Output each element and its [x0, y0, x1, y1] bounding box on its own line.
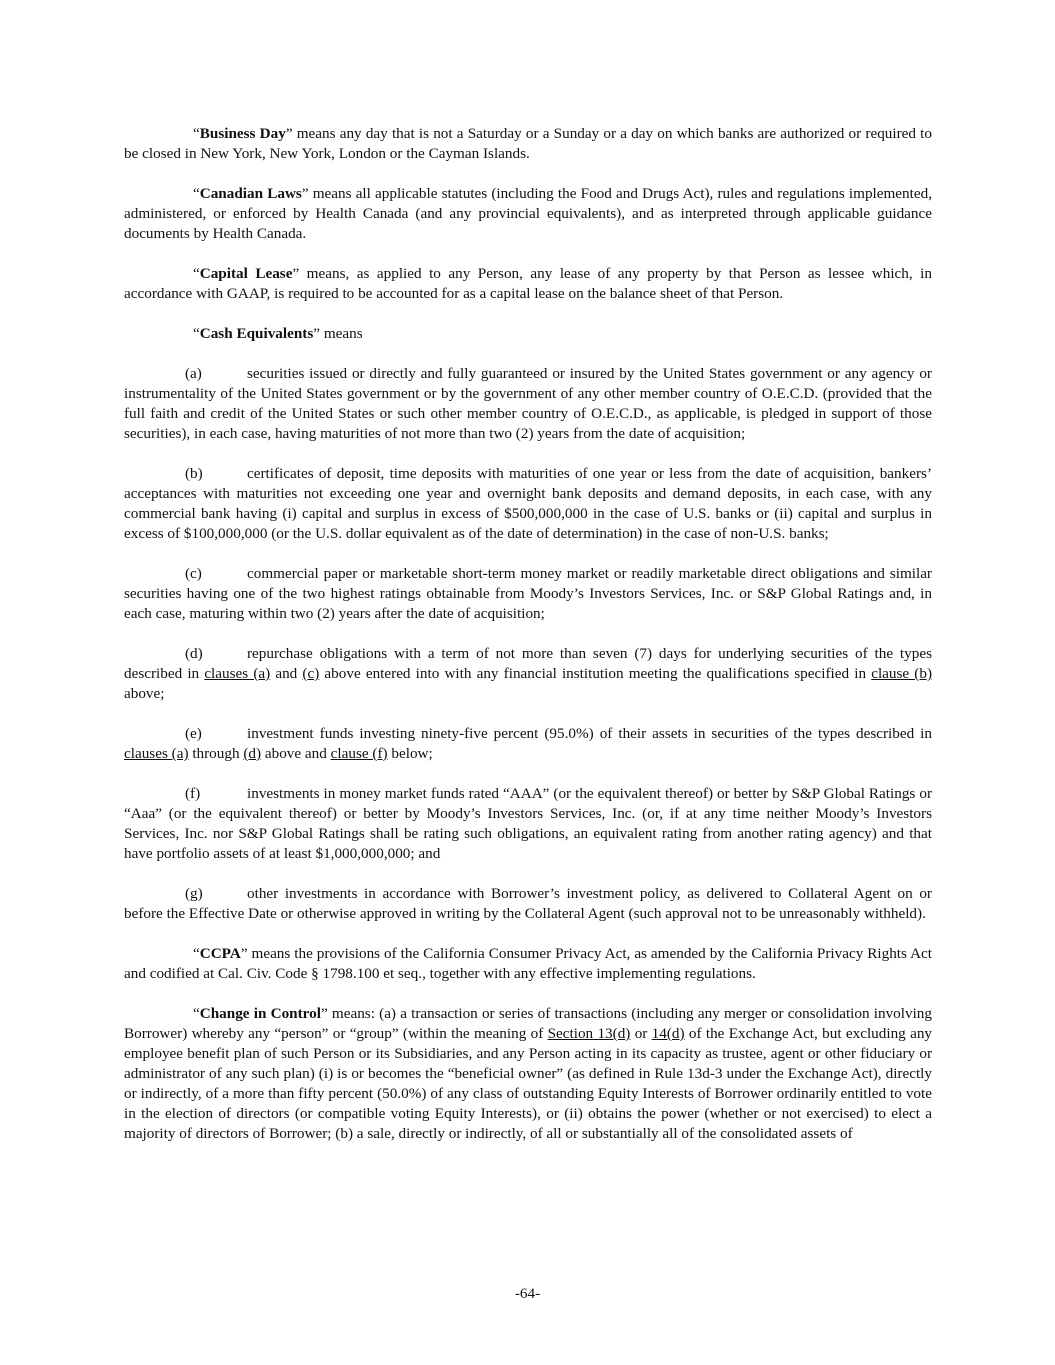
open-quote: “ [193, 945, 200, 962]
open-quote: “ [193, 325, 200, 342]
definition-text: or [630, 1025, 652, 1042]
cross-reference: clauses (a) [124, 745, 189, 762]
item-label: (d) [185, 645, 203, 662]
cross-reference: clause (f) [330, 745, 388, 762]
cross-reference: clauses (a) [204, 665, 271, 682]
definition-canadian-laws [124, 184, 932, 244]
defined-term: Canadian Laws [199, 185, 302, 202]
item-text: and [270, 665, 303, 682]
definition-change-in-control [124, 1004, 932, 1144]
cross-reference: (c) [302, 665, 320, 682]
cross-reference: clause (b) [871, 665, 933, 682]
definition-text: of the Exchange Act, but excluding any employee benefit plan of such Person or its Subsidiaries, and any Person acting in its capacity as trustee, agent or other fiduciary or administrator of any such plan) (i) is or becomes the “beneficial owner” (as defined in Rule 13d-3 under the Exchange Act), directly or indirectly, of a more than fifty percent (50.0%) of any class of outstanding Equity Interests of Borrower ordinarily entitled to vote in the election of directors (or compatible voting Equity Interests), or (ii) obtains the power (whether or not exercised) to elect a majority of directors of Borrower; (b) a sale, directly or indirectly, of all or substantially all of the consolidated assets of [124, 1025, 933, 1142]
definition-text: ” means all applicable statutes (including the Food and Drugs Act), rules and regulations implemented, administered, or enforced by Health Canada (and any provincial equivalents), and as interpreted through applicable guidance documents by Health Canada. [124, 185, 932, 242]
item-label: (a) [185, 365, 202, 382]
item-text: above and [261, 745, 331, 762]
definition-text: ” means [313, 325, 363, 342]
defined-term: CCPA [199, 945, 241, 962]
definition-capital-lease [124, 264, 932, 304]
cross-reference: Section 13(d) [547, 1025, 631, 1042]
item-text: certificates of deposit, time deposits with maturities of one year or less from the date of acquisition, bankers’ acceptances with maturities not exceeding one year and overnight bank deposits and demand deposits, in each case, with any commercial bank having (i) capital and surplus in excess of $500,000,000 in the case of U.S. banks or (ii) capital and surplus in excess of $100,000,000 (or the U.S. dollar equivalent as of the date of determination) in the case of non-U.S. banks; [124, 465, 932, 542]
list-item-b [124, 464, 932, 544]
item-text: above; [124, 685, 165, 702]
open-quote: “ [193, 125, 200, 142]
item-label: (c) [185, 565, 202, 582]
item-text: securities issued or directly and fully guaranteed or insured by the United States government or any agency or instrumentality of the United States government or by the government of any other member country of O.E.C.D. (provided that the full faith and credit of the United States or such other member country of O.E.C.D., as applicable, is pledged in support of those securities), in each case, having maturities of not more than two (2) years from the date of acquisition; [124, 365, 932, 442]
list-item-g [124, 884, 932, 924]
page-number: -64- [514, 1285, 541, 1302]
definition-text: ” means: (a) a transaction or series of transactions (including any merger or consolidation involving Borrower) whereby any “person” or “group” (within the meaning of [124, 1005, 932, 1042]
open-quote: “ [193, 1005, 200, 1022]
item-text: commercial paper or marketable short-term money market or readily marketable direct obligations and similar securities having one of the two highest ratings obtainable from Moody’s Investors Services, Inc. or S&P Global Ratings and, in each case, maturing within two (2) years after the date of acquisition; [124, 565, 932, 622]
definition-ccpa [124, 944, 932, 984]
item-text: investment funds investing ninety-five percent (95.0%) of their assets in securities of the types described in [247, 725, 932, 742]
page-body [124, 124, 932, 1144]
defined-term: Business Day [199, 125, 286, 142]
item-text: below; [387, 745, 433, 762]
list-item-a [124, 364, 932, 444]
item-text: other investments in accordance with Borrower’s investment policy, as delivered to Collateral Agent on or before the Effective Date or otherwise approved in writing by the Collateral Agent (such approval not to be unreasonably withheld). [124, 885, 932, 922]
item-label: (g) [185, 885, 203, 902]
item-label: (f) [185, 785, 201, 802]
definition-cash-equivalents [124, 324, 932, 344]
item-text: repurchase obligations with a term of not more than seven (7) days for underlying securities of the types described in [124, 645, 932, 682]
item-text: above entered into with any financial institution meeting the qualifications specified in [319, 665, 872, 682]
list-item-d [124, 644, 932, 704]
defined-term: Capital Lease [199, 265, 293, 282]
cross-reference: 14(d) [651, 1025, 685, 1042]
open-quote: “ [193, 265, 200, 282]
item-label: (b) [185, 465, 203, 482]
definition-text: ” means the provisions of the California Consumer Privacy Act, as amended by the California Privacy Rights Act and codified at Cal. Civ. Code § 1798.100 et seq., together with any effective implementing regulations. [124, 945, 932, 982]
item-text: investments in money market funds rated “AAA” (or the equivalent thereof) or better by S&P Global Ratings or “Aaa” (or the equivalent thereof) or better by Moody’s Investors Services, Inc. (or, if at any time neither Moody’s Investors Services, Inc. nor S&P Global Ratings shall be rating such obligations, an equivalent rating from another rating agency) and that have portfolio assets of at least $1,000,000,000; and [124, 785, 932, 862]
list-item-e [124, 724, 932, 764]
defined-term: Change in Control [199, 1005, 321, 1022]
cross-reference: (d) [243, 745, 262, 762]
definition-text: ” means any day that is not a Saturday or a Sunday or a day on which banks are authorized or required to be closed in New York, New York, London or the Cayman Islands. [124, 125, 932, 162]
item-text: through [188, 745, 244, 762]
defined-term: Cash Equivalents [199, 325, 314, 342]
open-quote: “ [193, 185, 200, 202]
definition-text: ” means, as applied to any Person, any lease of any property by that Person as lessee which, in accordance with GAAP, is required to be accounted for as a capital lease on the balance sheet of that Person. [124, 265, 932, 302]
definition-business-day [124, 124, 932, 164]
item-label: (e) [185, 725, 202, 742]
list-item-c [124, 564, 932, 624]
list-item-f [124, 784, 932, 864]
